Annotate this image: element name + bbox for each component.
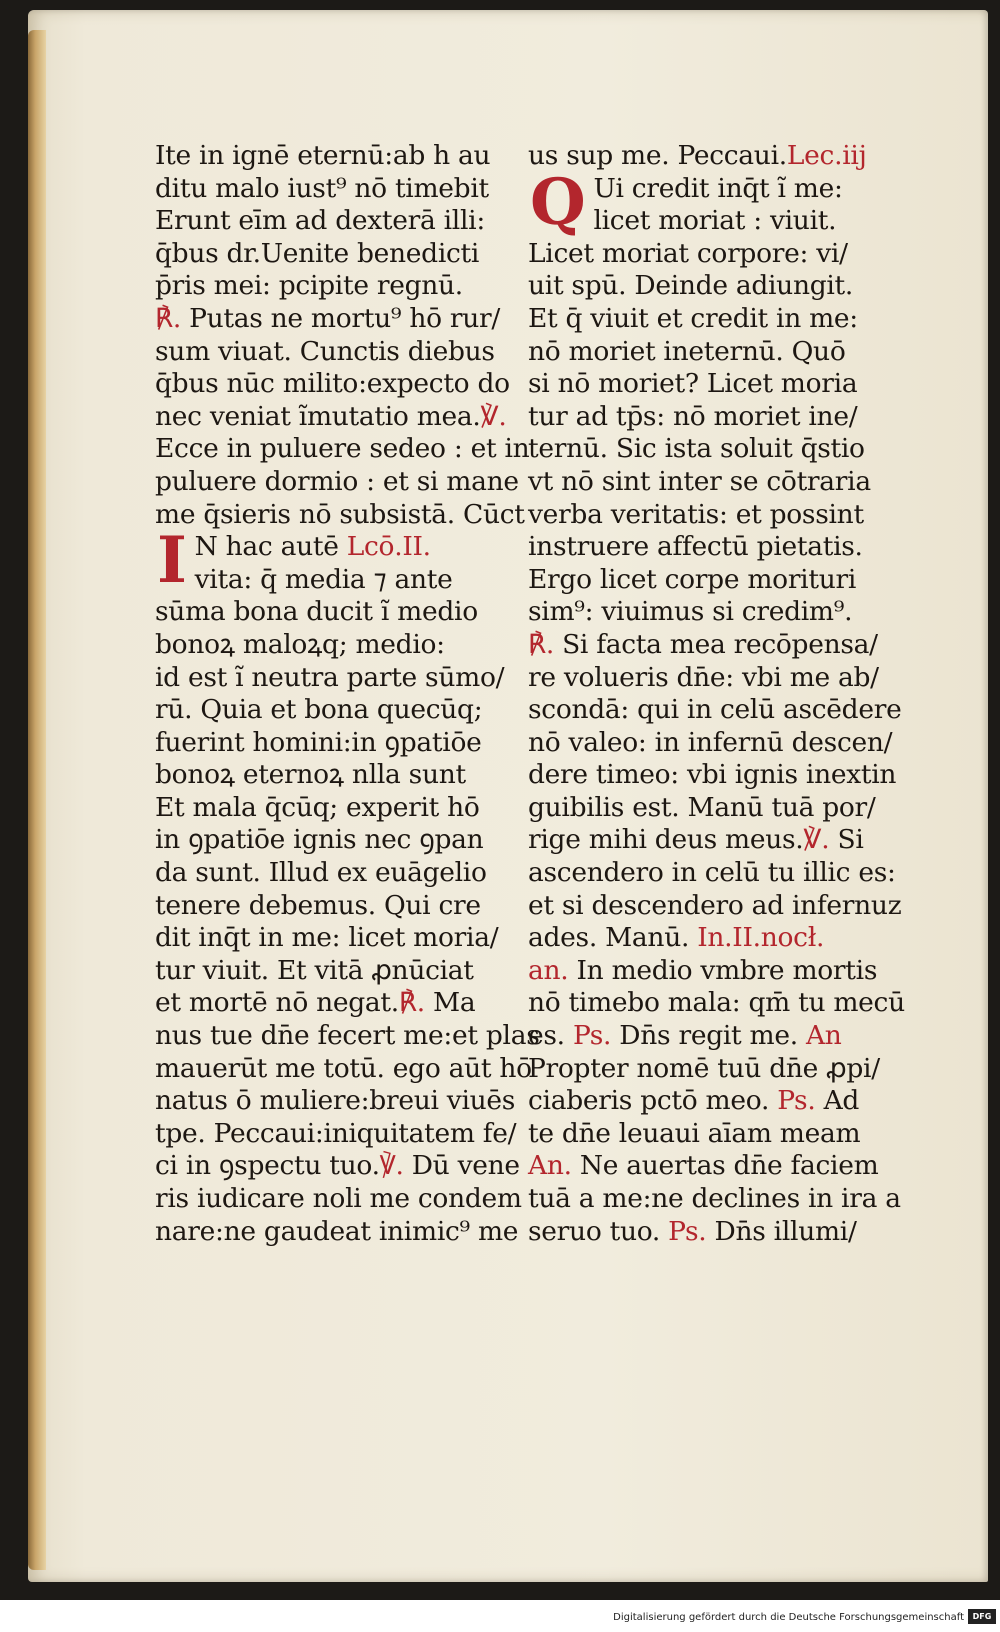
digitization-credit: Digitalisierung gefördert durch die Deutsche Forschungsgemeinschaft [613,1612,964,1623]
text-line: nare:ne gaudeat inimic⁹ me [155,1215,519,1247]
text-line: vita: q̄ media ⁊ ante [194,563,453,595]
text-line: tur ad tp̄s: nō moriet ine/ [528,400,858,432]
text-line: sūma bona ducit ĩ medio [155,596,478,628]
text-line: seruo tuo. Ps. Dn̄s illumi/ [528,1215,857,1247]
text-line: verba veritatis: et possint [528,498,864,530]
text-line: nō moriet ineternū. Quō [528,335,846,367]
text-line: ciaberis pctō meo. Ps. Ad [528,1085,860,1117]
text-line: es. Ps. Dn̄s regit me. An [528,1020,842,1052]
text-line: ci in ꝯspectu tuo.℣. Dū vene [155,1150,520,1182]
text-line: ditu malo iust⁹ nō timebit [155,172,489,204]
text-line: ris iudicare noli me condem [155,1183,522,1214]
text-line: mauerūt me totū. ego aūt hō [155,1052,532,1084]
text-line: us sup me. Peccaui.Lec.iij [528,140,867,171]
text-line: licet moriat : viuit. [593,205,837,237]
text-line: Ergo licet corpe morituri [528,563,857,595]
text-line: Licet moriat corpore: vi/ [528,237,848,269]
text-line: natus ō muliere:breui viuēs [155,1085,516,1117]
text-line: et si descendero ad infernuz [528,889,902,921]
text-line: Et mala q̄cūq; experit hō [155,791,480,823]
text-line: tpe. Peccaui:iniquitatem fe/ [155,1117,517,1149]
dfg-logo: DFG [968,1609,996,1624]
text-line: Et q̄ viuit et credit in me: [528,302,858,334]
text-line: dere timeo: vbi ignis inextin [528,759,897,791]
text-line: guibilis est. Manū tuā por/ [528,791,876,823]
text-line: ℟. Putas ne mortu⁹ hō rur/ [155,302,501,334]
text-line: da sunt. Illud ex euāgelio [155,857,487,889]
text-line: nō valeo: in infernū descen/ [528,726,893,758]
text-line: id est ĩ neutra parte sūmo/ [155,661,505,693]
text-line: Ecce in puluere sedeo : et in [155,433,530,465]
text-line: ades. Manū. In.II.nocł. [528,922,825,954]
text-line: rige mihi deus meus.℣. Si [528,824,864,856]
text-line: an. In medio vmbre mortis [528,954,878,986]
text-line: si nō moriet? Licet moria [528,368,858,400]
text-line: et mortē nō negat.℟. Ma [155,987,476,1019]
text-line: An. Ne auertas dn̄e faciem [528,1150,879,1182]
text-line: Ui credit inq̄t ĩ me: [593,172,843,204]
text-line: tuā a me:ne declines in ira a [528,1183,901,1214]
text-line: nus tue dn̄e fecert me:et plas [155,1020,540,1052]
text-line: q̄bus dr.Uenite benedicti [155,237,480,269]
rubricated-initial: Q [530,164,586,240]
text-line: tur viuit. Et vitā ꝓnūciat [155,954,474,986]
text-line: sum viuat. Cunctis diebus [155,335,495,367]
text-line: puluere dormio : et si mane [155,465,519,497]
text-line: Ite in ignē eternū:ab h au [155,140,491,171]
text-line: bonoꝝ eternoꝝ nlla sunt [155,759,466,791]
text-line: bonoꝝ maloꝝq; medio: [155,628,445,660]
text-line: me q̄sieris nō subsistā. Cūct [155,498,525,530]
text-line: nō timebo mala: qm̄ tu mecū [528,987,905,1019]
text-line: N hac autē Lcō.II. [194,531,431,563]
text-line: in ꝯpatiōe ignis nec ꝯpan [155,824,484,856]
text-line: sim⁹: viuimus si credim⁹. [528,596,853,628]
text-line: p̄ris mei: pcipite regnū. [155,270,463,302]
text-line: te dn̄e leuaui aīam meam [528,1117,861,1149]
text-line: ternū. Sic ista soluit q̄stio [528,433,865,465]
text-line: tenere debemus. Qui cre [155,889,481,921]
left-text-column [155,140,540,1248]
text-line: nec veniat ĩmutatio mea.℣. [155,400,507,432]
page-edge [28,30,46,1570]
text-line: dit inq̄t in me: licet moria/ [155,922,499,954]
text-line: rū. Quia et bona quecūq; [155,694,483,726]
text-line: fuerint homini:in ꝯpatiōe [155,726,482,758]
text-line: ℟. Si facta mea recōpensa/ [528,628,878,660]
text-line: scondā: qui in celū ascēdere [528,694,902,726]
text-line: re volueris dn̄e: vbi me ab/ [528,661,879,693]
right-text-column [528,140,913,1248]
text-line: instruere affectū pietatis. [528,531,863,563]
text-line: Erunt eīm ad dexterā illi: [155,205,485,237]
text-line: vt nō sint inter se cōtraria [528,465,871,497]
rubricated-initial: I [157,523,187,599]
text-line: q̄bus nūc milito:expecto do [155,368,510,400]
text-line: ascendero in celū tu illic es: [528,857,896,889]
text-line: Propter nomē tuū dn̄e ꝓpi/ [528,1052,880,1084]
text-line: uit spū. Deinde adiungit. [528,270,854,302]
